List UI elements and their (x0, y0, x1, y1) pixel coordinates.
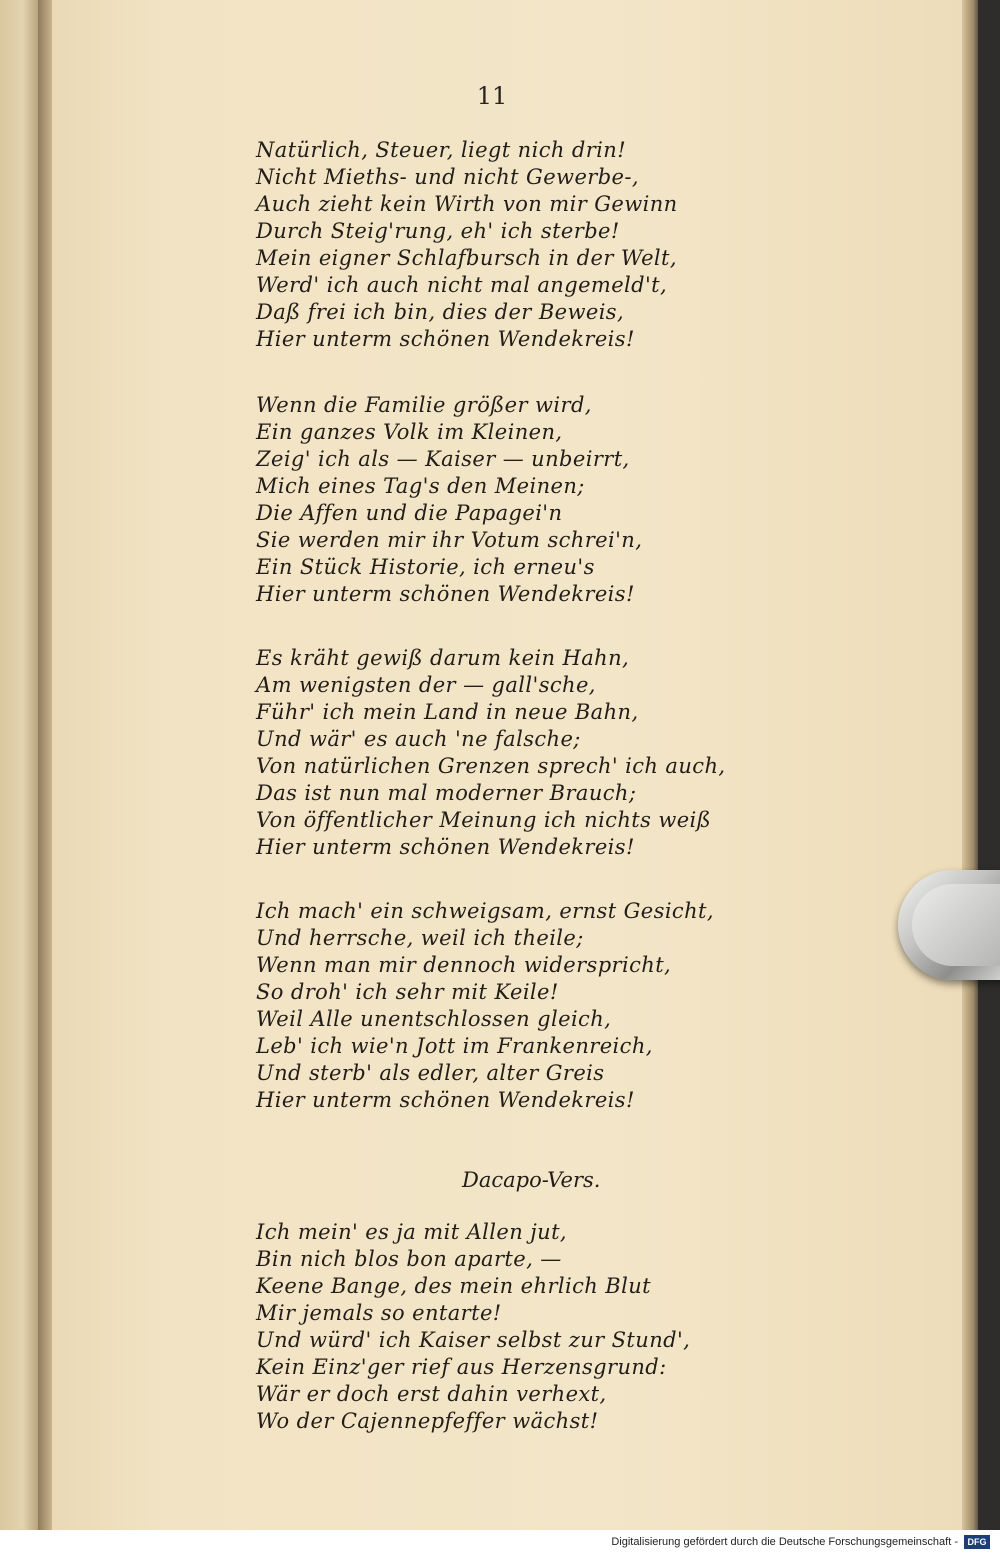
verse-line: Mich eines Tag's den Meinen; (256, 474, 585, 498)
verse-line: Hier unterm schönen Wendekreis! (256, 835, 635, 859)
verse-line: Natürlich, Steuer, liegt nich drin! (256, 138, 627, 162)
verse-line: Zeig' ich als — Kaiser — unbeirrt, (256, 447, 630, 471)
verse-line: Und sterb' als edler, alter Greis (256, 1061, 605, 1085)
verse-line: Und herrsche, weil ich theile; (256, 926, 584, 950)
verse-line: Es kräht gewiß darum kein Hahn, (256, 646, 630, 670)
verse-line: Ein Stück Historie, ich erneu's (256, 555, 595, 579)
verse-line: Leb' ich wie'n Jott im Frankenreich, (256, 1034, 653, 1058)
verse-line: Auch zieht kein Wirth von mir Gewinn (256, 192, 678, 216)
verse-line: Hier unterm schönen Wendekreis! (256, 1088, 635, 1112)
stanza-3 (256, 645, 776, 861)
verse-line: Und würd' ich Kaiser selbst zur Stund', (256, 1328, 691, 1352)
page-clip (898, 870, 1000, 980)
verse-line: Von öffentlicher Meinung ich nichts weiß (256, 808, 712, 832)
digitization-credit: Digitalisierung gefördert durch die Deutsche Forschungsgemeinschaft - (611, 1536, 958, 1548)
section-heading: Dacapo-Vers. (462, 1168, 601, 1192)
verse-line: Und wär' es auch 'ne falsche; (256, 727, 581, 751)
verse-line: Wenn man mir dennoch widerspricht, (256, 953, 672, 977)
verse-line: Hier unterm schönen Wendekreis! (256, 327, 635, 351)
verse-line: Werd' ich auch nicht mal angemeld't, (256, 273, 668, 297)
verse-line: Am wenigsten der — gall'sche, (256, 673, 596, 697)
stanza-4 (256, 898, 776, 1114)
page-number: 11 (476, 82, 508, 110)
book-gutter (38, 0, 52, 1530)
verse-line: Ich mach' ein schweigsam, ernst Gesicht, (256, 899, 714, 923)
final-stanza (256, 1219, 776, 1435)
verse-line: Wenn die Familie größer wird, (256, 393, 592, 417)
verse-line: Weil Alle unentschlossen gleich, (256, 1007, 612, 1031)
verse-line: Kein Einz'ger rief aus Herzensgrund: (256, 1355, 667, 1379)
page-stack-edge (962, 0, 978, 1530)
verse-line: Durch Steig'rung, eh' ich sterbe! (256, 219, 620, 243)
facing-page-edge (0, 0, 38, 1530)
verse-line: Hier unterm schönen Wendekreis! (256, 582, 635, 606)
verse-line: Ich mein' es ja mit Allen jut, (256, 1220, 567, 1244)
verse-line: Ein ganzes Volk im Kleinen, (256, 420, 563, 444)
verse-line: Das ist nun mal moderner Brauch; (256, 781, 637, 805)
stanza-1 (256, 137, 776, 353)
verse-line: Die Affen und die Papagei'n (256, 501, 563, 525)
verse-line: Daß frei ich bin, dies der Beweis, (256, 300, 625, 324)
credit-bar (0, 1530, 1000, 1555)
verse-line: Wär er doch erst dahin verhext, (256, 1382, 607, 1406)
verse-line: Keene Bange, des mein ehrlich Blut (256, 1274, 651, 1298)
verse-line: Führ' ich mein Land in neue Bahn, (256, 700, 639, 724)
verse-line: Nicht Mieths- und nicht Gewerbe-, (256, 165, 639, 189)
verse-line: Sie werden mir ihr Votum schrei'n, (256, 528, 643, 552)
verse-line: Bin nich blos bon aparte, — (256, 1247, 562, 1271)
stanza-2 (256, 392, 776, 608)
dfg-logo-icon: DFG (964, 1535, 990, 1549)
verse-line: Von natürlichen Grenzen sprech' ich auch, (256, 754, 726, 778)
verse-line: Wo der Cajennepfeffer wächst! (256, 1409, 599, 1433)
verse-line: Mir jemals so entarte! (256, 1301, 502, 1325)
verse-line: So droh' ich sehr mit Keile! (256, 980, 559, 1004)
verse-line: Mein eigner Schlafbursch in der Welt, (256, 246, 677, 270)
